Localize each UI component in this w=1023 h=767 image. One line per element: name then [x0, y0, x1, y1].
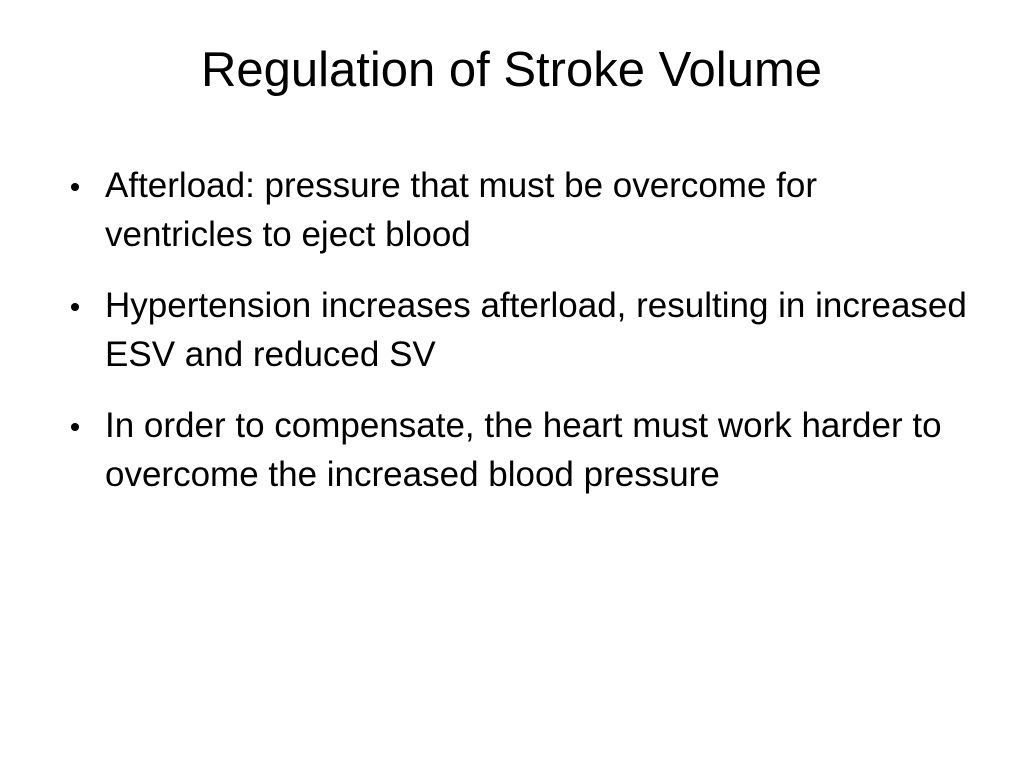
bullet-list	[70, 161, 970, 521]
bullet-dot-icon	[71, 303, 79, 311]
bullet-text: Hypertension increases afterload, resulting in increased ESV and reduced SV	[105, 286, 967, 374]
slide-title: Regulation of Stroke Volume	[200, 43, 823, 97]
bullet-dot-icon	[71, 183, 79, 191]
bullet-text: Afterload: pressure that must be overcome for ventricles to eject blood	[105, 166, 817, 254]
bullet-item	[70, 281, 970, 379]
bullet-item	[70, 401, 970, 499]
bullet-dot-icon	[71, 423, 79, 431]
bullet-text: In order to compensate, the heart must work harder to overcome the increased blood pressure	[105, 406, 942, 494]
bullet-item	[70, 161, 970, 259]
